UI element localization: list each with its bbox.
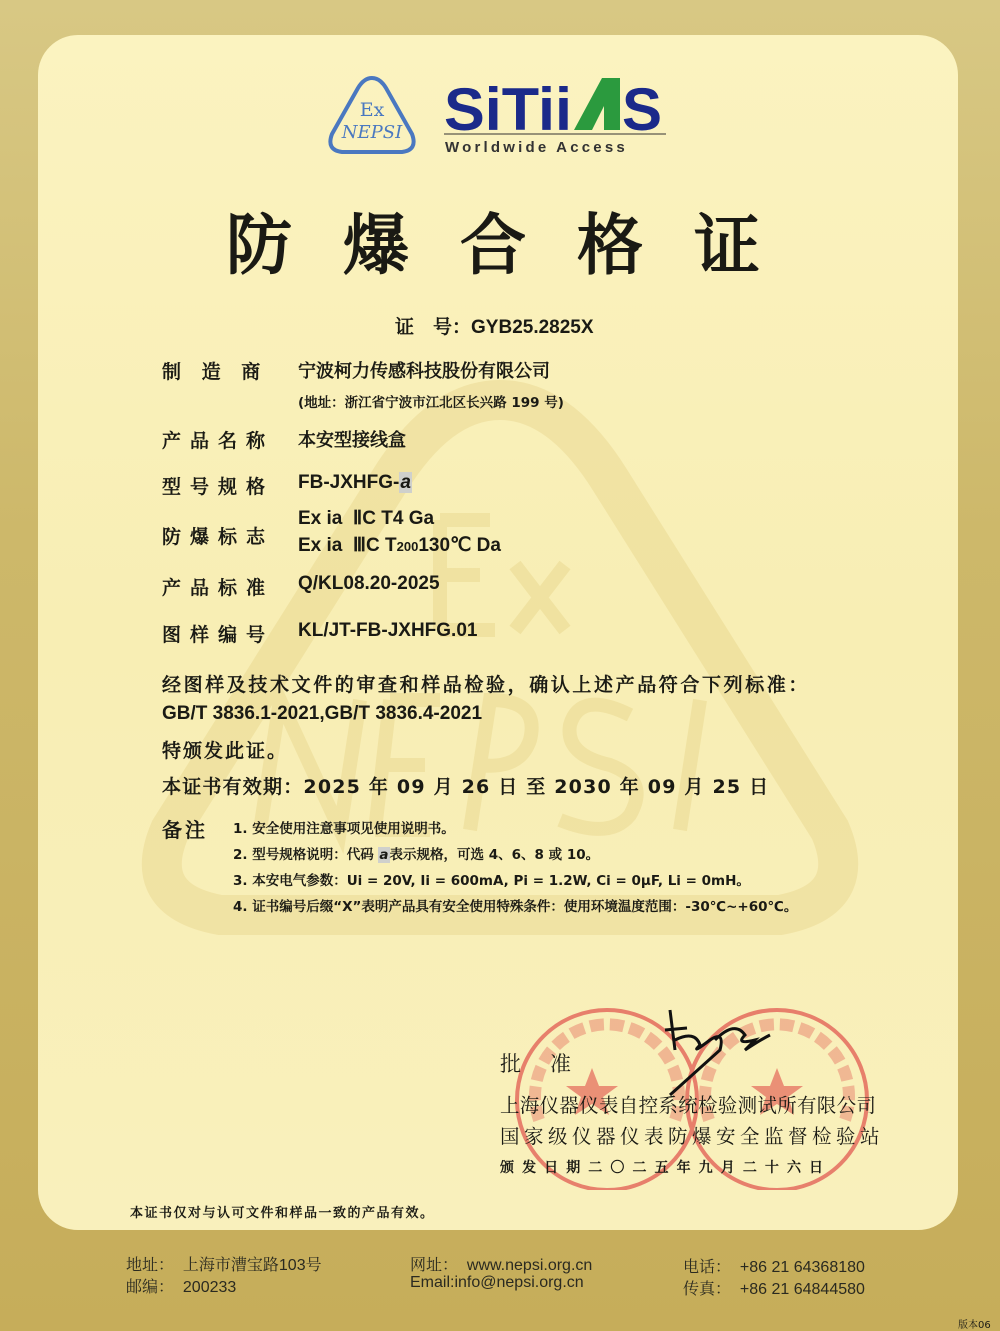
remarks-label: 备注 (162, 818, 208, 842)
approval-org1: 上海仪器仪表自控系统检验测试所有限公司 (500, 1094, 877, 1117)
standard-label: 产品标准 (162, 577, 275, 599)
remark-1: 1. 安全使用注意事项见使用说明书。 (233, 821, 455, 837)
drawing-no-label: 图样编号 (162, 624, 275, 646)
footnote: 本证书仅对与认可文件和样品一致的产品有效。 (130, 1206, 435, 1221)
ex-marking-label: 防爆标志 (162, 526, 275, 548)
footer-postcode: 邮编： 200233 (126, 1279, 237, 1296)
ex-marking-line2-post: 130℃ Da (418, 535, 501, 556)
version-label: 版本06 (958, 1320, 991, 1331)
validity: 本证书有效期：2025 年 09 月 26 日 至 2030 年 09 月 25 日 (162, 776, 770, 798)
product-name-label: 产品名称 (162, 430, 275, 452)
approval-org2: 国家级仪器仪表防爆安全监督检验站 (500, 1125, 885, 1148)
body-issue: 特颁发此证。 (162, 740, 289, 762)
svg-text:S: S (622, 76, 663, 143)
footer-fax: 传真： +86 21 64844580 (683, 1281, 865, 1298)
ex-marking-line2 (298, 535, 501, 558)
remark-2 (233, 843, 599, 863)
manufacturer-address: (地址：浙江省宁波市江北区长兴路 199 号) (298, 395, 564, 411)
svg-text:SiTii: SiTii (444, 76, 572, 143)
svg-text:NEPSI: NEPSI (341, 122, 403, 143)
svg-text:Ex: Ex (359, 99, 385, 121)
model-label: 型号规格 (162, 476, 275, 498)
remark-4: 4. 证书编号后缀“X”表明产品具有安全使用特殊条件：使用环境温度范围：-30℃~+60℃。 (233, 899, 798, 915)
drawing-no-value: KL/JT-FB-JXHFG.01 (298, 620, 478, 641)
remark-2-text: 2. 型号规格说明：代码 (233, 847, 379, 863)
svg-text:Worldwide Access: Worldwide Access (445, 139, 628, 156)
footer-address: 地址： 上海市漕宝路103号 (126, 1257, 322, 1274)
manufacturer-value: 宁波柯力传感科技股份有限公司 (298, 361, 550, 382)
cert-number (395, 312, 594, 339)
cert-number-value: GYB25.2825X (471, 317, 594, 338)
approval-label: 批 准 (500, 1052, 575, 1076)
nepsi-logo (326, 74, 418, 156)
footer-website[interactable]: 网址： www.nepsi.org.cn (410, 1257, 593, 1274)
model-code: a (400, 472, 411, 493)
issue-date: 颁 发 日 期 二 〇 二 五 年 九 月 二 十 六 日 (500, 1160, 825, 1176)
standard-value: Q/KL08.20-2025 (298, 573, 440, 594)
ex-marking-line2-pre: Ex ia ⅢC T (298, 535, 397, 556)
product-name-value: 本安型接线盒 (298, 430, 406, 451)
signature (665, 1010, 770, 1095)
footer-phone: 电话： +86 21 64368180 (683, 1259, 865, 1276)
body-standards: GB/T 3836.1-2021,GB/T 3836.4-2021 (162, 703, 483, 724)
remark-2-rest: 表示规格，可选 4、6、8 或 10。 (389, 847, 600, 863)
cert-number-label: 证 号： (395, 316, 472, 338)
remark-3: 3. 本安电气参数：Ui = 20V, Ii = 600mA, Pi = 1.2W, Ci = 0μF, Li = 0mH。 (233, 873, 750, 889)
body-statement: 经图样及技术文件的审查和样品检验，确认上述产品符合下列标准： (162, 674, 811, 696)
model-value (298, 472, 412, 494)
ex-marking-line1: Ex ia ⅡC T4 Ga (298, 508, 435, 529)
manufacturer-label: 制 造 商 (162, 361, 268, 383)
sitiias-logo (444, 76, 668, 162)
page-title: 防 爆 合 格 证 (226, 207, 774, 284)
ex-marking-line2-sub: 200 (396, 539, 419, 554)
model-base: FB-JXHFG- (298, 472, 400, 493)
remark-2-code: a (379, 847, 389, 863)
footer-email[interactable]: Email:info@nepsi.org.cn (410, 1274, 584, 1291)
